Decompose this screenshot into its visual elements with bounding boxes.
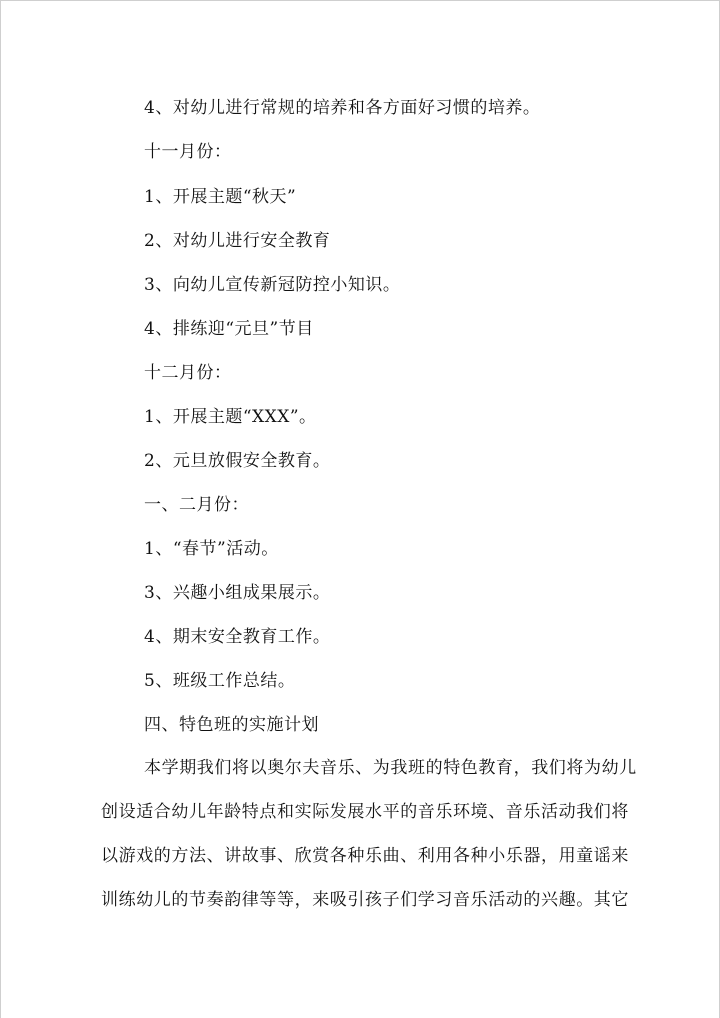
item-line: 2、对幼儿进行安全教育 xyxy=(144,231,331,251)
item-line: 3、兴趣小组成果展示。 xyxy=(144,583,331,603)
item-line: 2、元旦放假安全教育。 xyxy=(144,451,331,471)
month-heading: 一、二月份： xyxy=(144,495,249,515)
item-line: 3、向幼儿宣传新冠防控小知识。 xyxy=(144,275,401,295)
month-heading: 十一月份： xyxy=(144,142,232,162)
item-line: 5、班级工作总结。 xyxy=(144,671,296,691)
item-line: 1、开展主题“XXX”。 xyxy=(144,407,317,427)
section-heading: 四、特色班的实施计划 xyxy=(144,715,319,735)
paragraph-line: 创设适合幼儿年龄特点和实际发展水平的音乐环境、音乐活动我们将 xyxy=(101,802,629,822)
item-line: 4、排练迎“元旦”节目 xyxy=(144,319,314,339)
item-line: 1、开展主题“秋天” xyxy=(144,187,297,207)
item-line: 1、“春节”活动。 xyxy=(144,539,279,559)
paragraph-line: 训练幼儿的节奏韵律等等，来吸引孩子们学习音乐活动的兴趣。其它 xyxy=(101,890,629,910)
paragraph-line: 以游戏的方法、讲故事、欣赏各种乐曲、利用各种小乐器，用童谣来 xyxy=(101,846,629,866)
paragraph-line: 本学期我们将以奥尔夫音乐、为我班的特色教育，我们将为幼儿 xyxy=(144,758,637,778)
item-line: 4、对幼儿进行常规的培养和各方面好习惯的培养。 xyxy=(144,98,541,118)
month-heading: 十二月份： xyxy=(144,363,232,383)
item-line: 4、期末安全教育工作。 xyxy=(144,627,331,647)
